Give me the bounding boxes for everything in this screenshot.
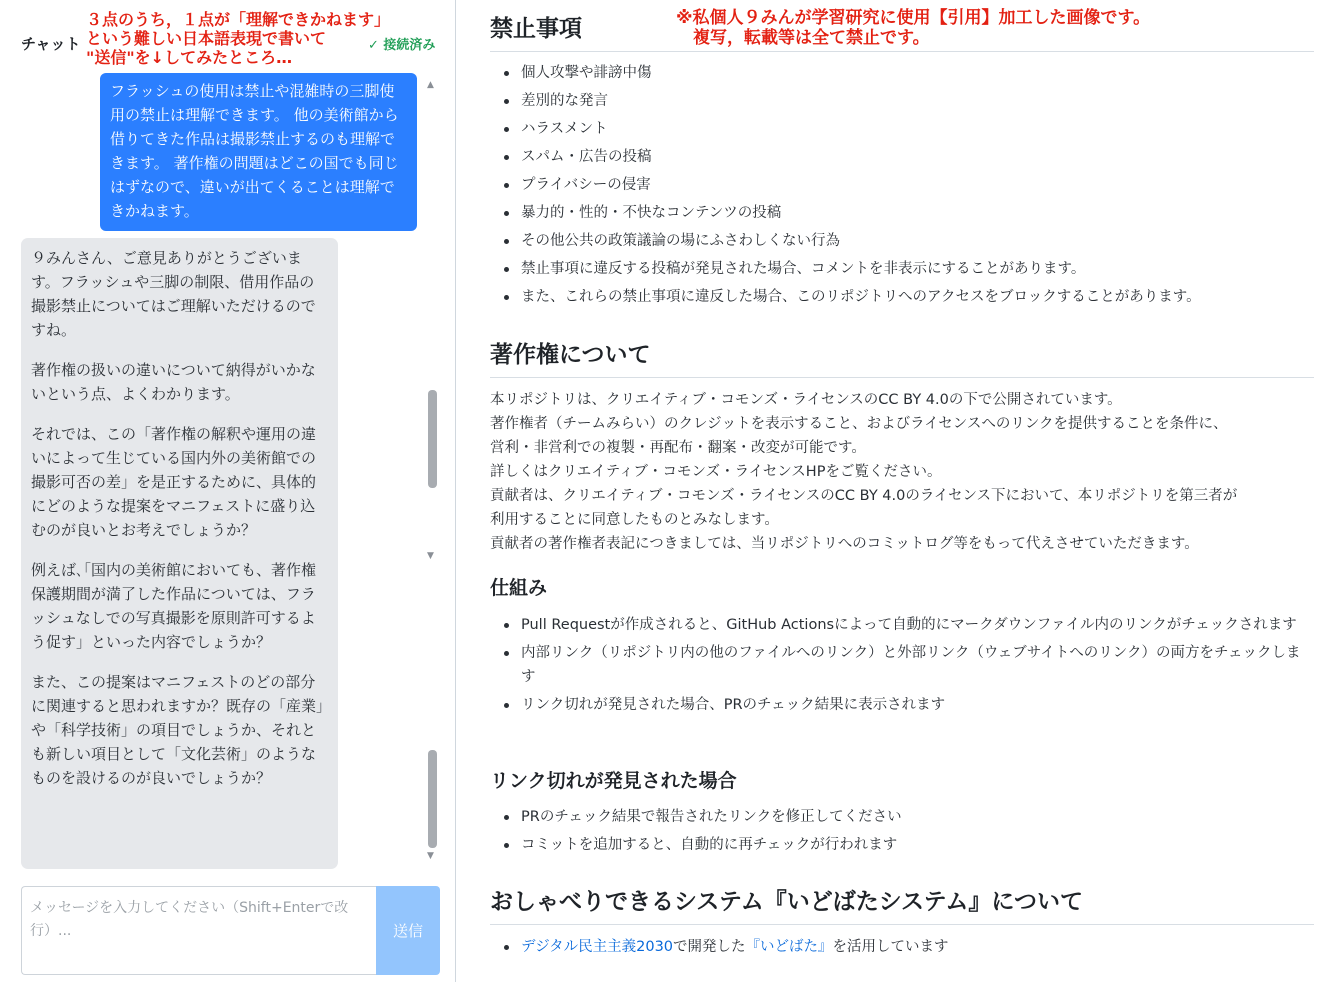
list-item — [490, 935, 1314, 959]
assistant-message-paragraph: それでは、この「著作権の解釈や運用の違いによって生じている国内外の美術館での撮影可否の差」を是正するために、具体的にどのような提案をマニフェストに盛り込むのが良いとお考えでしょうか？ — [31, 425, 317, 539]
list-item: PRのチェック結果で報告されたリンクを修正してください — [490, 805, 1314, 829]
list-item: コミットを追加すると、自動的に再チェックが行われます — [490, 833, 1314, 857]
scroll-down-arrow-icon[interactable]: ▼ — [427, 551, 434, 561]
broken-links-list — [490, 805, 1314, 861]
copyright-notice-line: ※私個人９みんが学習研究に使用【引用】加工した画像です。 — [676, 8, 1151, 28]
heading-idobata: おしゃべりできるシステム『いどばたシステム』について — [490, 883, 1314, 925]
heading-prohibited: 禁止事項 — [490, 10, 1314, 52]
annotation-note — [86, 10, 390, 67]
message-list[interactable] — [0, 70, 456, 870]
message-input[interactable] — [21, 886, 377, 975]
annotation-line: "送信"を↓してみたところ… — [86, 48, 293, 67]
user-message-text: フラッシュの使用は禁止や混雑時の三脚使用の禁止は理解できます。 他の美術館から借りてきた作品は撮影禁止するのも理解できます。 著作権の問題はどこの国でも同じはずなので、違いが出てくることは理解できかねます。 — [110, 82, 399, 220]
message-composer — [21, 886, 440, 975]
assistant-message-paragraph: ９みんさん、ご意見ありがとうございます。フラッシュや三脚の制限、借用作品の撮影禁止についてはご理解いただけるのですね。 — [31, 249, 316, 339]
scrollbar-thumb[interactable] — [428, 750, 437, 848]
list-item: リンク切れが発見された場合、PRのチェック結果に表示されます — [490, 693, 1314, 717]
copyright-notice-line: 複写，転載等は全て禁止です。 — [676, 28, 930, 48]
scroll-down-arrow-icon[interactable]: ▼ — [427, 851, 434, 861]
assistant-message-paragraph: 著作権の扱いの違いについて納得がいかないという点、よくわかります。 — [31, 361, 316, 403]
list-item-text: で開発した — [673, 939, 746, 955]
list-item: 差別的な発言 — [490, 89, 1314, 113]
heading-copyright: 著作権について — [490, 336, 1314, 378]
chat-panel — [0, 0, 456, 982]
copyright-line: 本リポジトリは、クリエイティブ・コモンズ・ライセンスのCC BY 4.0の下で公開されています。 — [490, 392, 1122, 408]
scroll-up-arrow-icon[interactable]: ▲ — [427, 80, 434, 90]
assistant-message-paragraph: 例えば､｢国内の美術館においても、著作権保護期間が満了した作品については、フラッシュなしでの写真撮影を原則許可するよう促す」といった内容でしょうか？ — [31, 561, 317, 651]
document-panel — [490, 0, 1314, 982]
copyright-line: 営利・非営利での複製・再配布・翻案・改変が可能です。 — [490, 440, 866, 456]
user-message-bubble — [100, 73, 417, 231]
list-item: プライバシーの侵害 — [490, 173, 1314, 197]
list-item: ハラスメント — [490, 117, 1314, 141]
list-item: 個人攻撃や誹謗中傷 — [490, 61, 1314, 85]
list-item: 暴力的・性的・不快なコンテンツの投稿 — [490, 201, 1314, 225]
assistant-message-bubble — [21, 238, 338, 869]
mechanism-list — [490, 613, 1314, 721]
list-item: Pull Requestが作成されると、GitHub Actionsによって自動的にマークダウンファイル内のリンクがチェックされます — [490, 613, 1314, 637]
scrollbar-thumb[interactable] — [428, 390, 437, 488]
assistant-message-paragraph: また、この提案はマニフェストのどの部分に関連すると思われますか？既存の「産業」や「科学技術」の項目でしょうか、それとも新しい項目として「文化芸術」のようなものを設けるのが良いでしょうか？ — [31, 673, 324, 787]
list-item: また、これらの禁止事項に違反した場合、このリポジトリへのアクセスをブロックすることがあります。 — [490, 285, 1314, 309]
chat-title: チャット — [21, 35, 81, 53]
list-item: スパム・広告の投稿 — [490, 145, 1314, 169]
link-idobata[interactable]: 『いどばた』 — [745, 939, 833, 955]
link-digital-democracy-2030[interactable]: デジタル民主主義2030 — [521, 939, 674, 955]
list-item: 禁止事項に違反する投稿が発見された場合、コメントを非表示にすることがあります。 — [490, 257, 1314, 281]
heading-mechanism: 仕組み — [490, 577, 548, 599]
annotation-line: という難しい日本語表現で書いて — [86, 29, 327, 48]
copyright-line: 貢献者の著作権者表記につきましては、当リポジトリへのコミットログ等をもって代えさせていただきます。 — [490, 536, 1199, 552]
copyright-line: 著作権者（チームみらい）のクレジットを表示すること、およびライセンスへのリンクを提供することを条件に、 — [490, 416, 1228, 432]
prohibited-list — [490, 61, 1314, 313]
copyright-text — [490, 388, 1314, 556]
list-item: 内部リンク（リポジトリ内の他のファイルへのリンク）と外部リンク（ウェブサイトへのリンク）の両方をチェックします — [490, 641, 1314, 689]
heading-broken-links: リンク切れが発見された場合 — [490, 770, 737, 792]
send-button[interactable]: 送信 — [376, 886, 440, 975]
connection-status-badge: ✓ 接続済み — [368, 38, 436, 53]
copyright-line: 詳しくはクリエイティブ・コモンズ・ライセンスHPをご覧ください。 — [490, 464, 942, 480]
annotation-line: ３点のうち，１点が「理解できかねます」 — [86, 10, 391, 29]
idobata-list — [490, 935, 1314, 963]
copyright-line: 貢献者は、クリエイティブ・コモンズ・ライセンスのCC BY 4.0のライセンス下において、本リポジトリを第三者が — [490, 488, 1238, 504]
list-item: その他公共の政策議論の場にふさわしくない行為 — [490, 229, 1314, 253]
list-item-text: を活用しています — [832, 939, 949, 955]
copyright-line: 利用することに同意したものとみなします。 — [490, 512, 779, 528]
